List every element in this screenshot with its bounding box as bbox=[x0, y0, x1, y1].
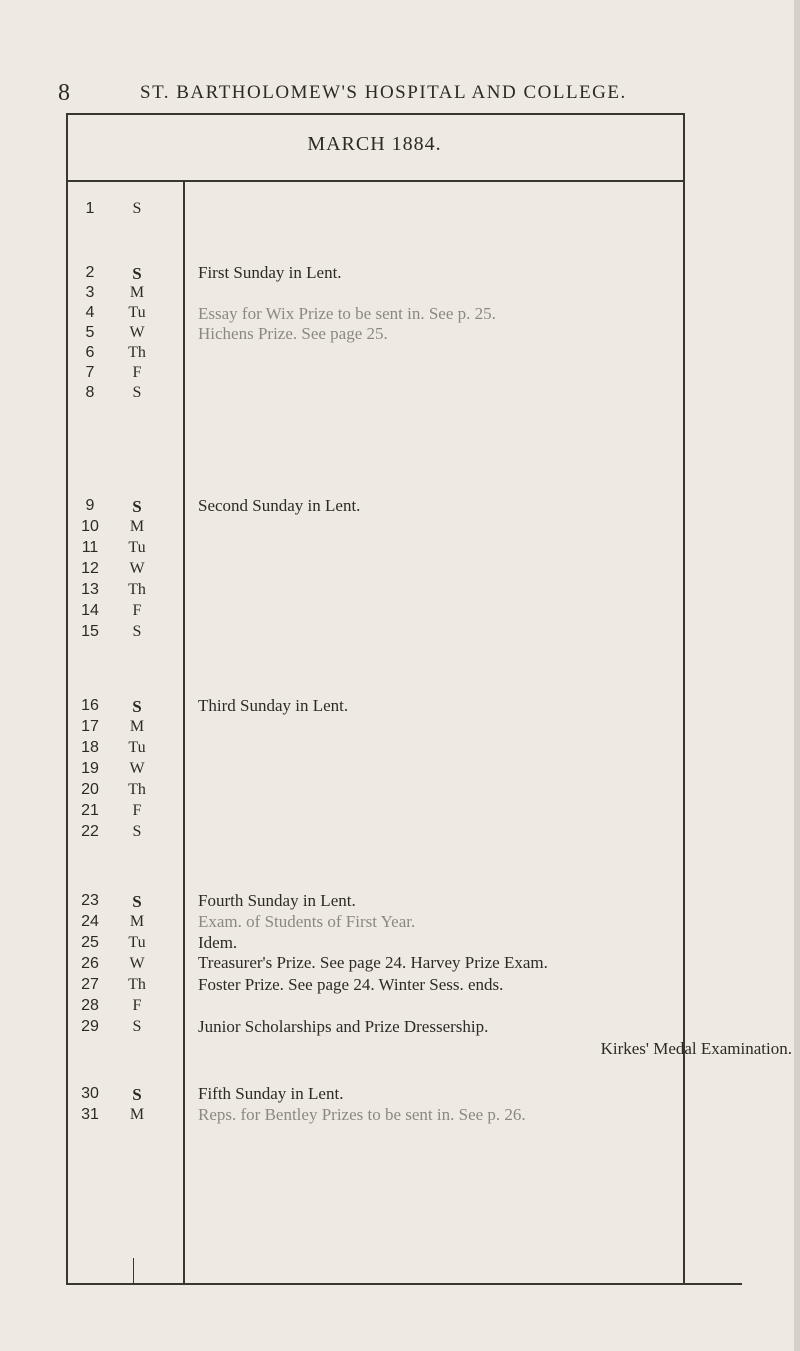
day-number: 20 bbox=[81, 781, 99, 798]
day-number: 4 bbox=[85, 304, 95, 321]
rule-inner bbox=[133, 1258, 134, 1285]
page-number: 8 bbox=[58, 80, 70, 106]
day-number: 13 bbox=[81, 581, 99, 598]
weekday-sunday: S bbox=[132, 892, 142, 911]
note-fourth-sunday-lent: Fourth Sunday in Lent. bbox=[198, 891, 356, 910]
weekday: F bbox=[132, 997, 142, 1014]
note-third-sunday-lent: Third Sunday in Lent. bbox=[198, 696, 349, 715]
month-title: MARCH 1884. bbox=[307, 133, 442, 155]
weekday: Tu bbox=[128, 934, 146, 951]
note-hichens-prize: Hichens Prize. See page 25. bbox=[198, 324, 388, 343]
note-second-sunday-lent: Second Sunday in Lent. bbox=[198, 496, 361, 515]
weekday: M bbox=[129, 913, 145, 930]
weekday: M bbox=[129, 1106, 145, 1123]
day-number: 5 bbox=[85, 324, 95, 341]
day-number: 17 bbox=[81, 718, 99, 735]
rule-bottom bbox=[66, 1283, 742, 1285]
weekday: W bbox=[129, 955, 145, 972]
day-number: 8 bbox=[85, 384, 95, 401]
weekday: F bbox=[132, 802, 142, 819]
day-number: 11 bbox=[81, 539, 99, 556]
day-number: 14 bbox=[81, 602, 99, 619]
rule-month bbox=[66, 180, 683, 182]
weekday: Tu bbox=[128, 304, 146, 321]
note-bentley-prizes: Reps. for Bentley Prizes to be sent in. See p. 26. bbox=[198, 1105, 526, 1124]
day-number: 3 bbox=[85, 284, 95, 301]
day-number: 23 bbox=[81, 892, 99, 909]
day-number: 10 bbox=[81, 518, 99, 535]
note-first-sunday-lent: First Sunday in Lent. bbox=[198, 263, 342, 282]
day-number: 18 bbox=[81, 739, 99, 756]
day-number: 26 bbox=[81, 955, 99, 972]
day-number: 28 bbox=[81, 997, 99, 1014]
day-number: 9 bbox=[85, 497, 95, 514]
weekday: F bbox=[132, 602, 142, 619]
day-number: 6 bbox=[85, 344, 95, 361]
note-kirkes-medal: Kirkes' Medal Examination. bbox=[600, 1039, 792, 1058]
note-first-year-exam: Exam. of Students of First Year. bbox=[198, 912, 416, 931]
note-junior-scholarships: Junior Scholarships and Prize Dressership. bbox=[198, 1017, 489, 1036]
weekday: W bbox=[129, 560, 145, 577]
day-number: 19 bbox=[81, 760, 99, 777]
page-edge-shadow bbox=[794, 0, 800, 1351]
day-number: 31 bbox=[81, 1106, 99, 1123]
note-foster-prize: Foster Prize. See page 24. Winter Sess. ends. bbox=[198, 975, 504, 994]
weekday: Tu bbox=[128, 739, 146, 756]
day-number: 25 bbox=[81, 934, 99, 951]
weekday: S bbox=[132, 1018, 142, 1035]
weekday: M bbox=[129, 718, 145, 735]
weekday-sunday: S bbox=[132, 497, 142, 516]
weekday-sunday: S bbox=[132, 264, 142, 283]
weekday: S bbox=[132, 384, 142, 401]
weekday-sunday: S bbox=[132, 1085, 142, 1104]
weekday: Th bbox=[128, 581, 146, 598]
weekday: S bbox=[132, 823, 142, 840]
weekday-sunday: S bbox=[132, 697, 142, 716]
day-number: 29 bbox=[81, 1018, 99, 1035]
weekday: W bbox=[129, 760, 145, 777]
day-number: 22 bbox=[81, 823, 99, 840]
note-idem: Idem. bbox=[198, 933, 238, 952]
note-wix-prize: Essay for Wix Prize to be sent in. See p. 25. bbox=[198, 304, 496, 323]
weekday: W bbox=[129, 324, 145, 341]
weekday: S bbox=[132, 623, 142, 640]
rule-left bbox=[66, 113, 68, 1285]
day-number: 12 bbox=[81, 560, 99, 577]
note-treasurers-prize: Treasurer's Prize. See page 24. Harvey Prize Exam. bbox=[198, 953, 548, 972]
day-number: 1 bbox=[85, 200, 95, 217]
day-number: 27 bbox=[81, 976, 99, 993]
weekday: Th bbox=[128, 976, 146, 993]
weekday: Th bbox=[128, 344, 146, 361]
day-number: 16 bbox=[81, 697, 99, 714]
day-number: 21 bbox=[81, 802, 99, 819]
weekday: Th bbox=[128, 781, 146, 798]
rule-top bbox=[66, 113, 683, 115]
weekday: S bbox=[132, 200, 142, 217]
day-number: 24 bbox=[81, 913, 99, 930]
day-number: 7 bbox=[85, 364, 95, 381]
weekday: M bbox=[129, 284, 145, 301]
day-number: 2 bbox=[85, 264, 95, 281]
weekday: M bbox=[129, 518, 145, 535]
day-number: 15 bbox=[81, 623, 99, 640]
rule-right bbox=[683, 113, 685, 1285]
day-number: 30 bbox=[81, 1085, 99, 1102]
rule-column bbox=[183, 180, 185, 1285]
weekday: F bbox=[132, 364, 142, 381]
note-fifth-sunday-lent: Fifth Sunday in Lent. bbox=[198, 1084, 344, 1103]
running-head: ST. BARTHOLOMEW'S HOSPITAL AND COLLEGE. bbox=[140, 82, 627, 103]
weekday: Tu bbox=[128, 539, 146, 556]
